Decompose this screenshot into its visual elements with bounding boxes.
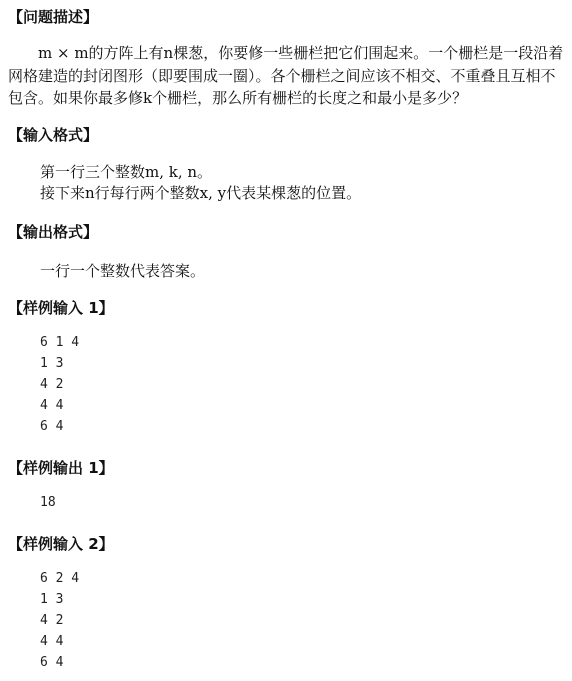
output-format-line-1: 一行一个整数代表答案。 xyxy=(40,262,206,280)
sample-input-1-line: 4 2 xyxy=(40,377,64,392)
section-title-input-format: 【输入格式】 xyxy=(8,126,99,144)
sample-input-1-line: 4 4 xyxy=(40,398,64,413)
sample-input-2-line: 6 2 4 xyxy=(40,571,80,586)
sample-input-1-line: 1 3 xyxy=(40,356,64,371)
sample-input-2-line: 1 3 xyxy=(40,592,64,607)
input-format-line-1: 第一行三个整数m, k, n。 xyxy=(40,163,213,181)
sample-input-1-line: 6 4 xyxy=(40,419,64,434)
sample-input-2-line: 4 2 xyxy=(40,613,64,628)
section-title-sample-input-2: 【样例输入 2】 xyxy=(8,535,114,553)
sample-input-1-line: 6 1 4 xyxy=(40,335,80,350)
description-text: m × m的方阵上有n棵葱，你要修一些栅栏把它们围起来。一个栅栏是一段沿着网格建造的封闭图形（即要围成一圈）。各个栅栏之间应该不相交、不重叠且互相不包含。如果你最多修k个栅栏，那么所有栅栏的长度之和最小是多少？ xyxy=(8,44,564,107)
section-title-output-format: 【输出格式】 xyxy=(8,223,99,241)
section-title-sample-output-1: 【样例输出 1】 xyxy=(8,459,114,477)
section-title-description: 【问题描述】 xyxy=(8,8,99,26)
sample-output-1-line: 18 xyxy=(40,495,56,510)
section-title-sample-input-1: 【样例输入 1】 xyxy=(8,299,114,317)
sample-input-2-line: 4 4 xyxy=(40,634,64,649)
input-format-line-2: 接下来n行每行两个整数x, y代表某棵葱的位置。 xyxy=(40,184,362,202)
sample-input-2-line: 6 4 xyxy=(40,655,64,670)
